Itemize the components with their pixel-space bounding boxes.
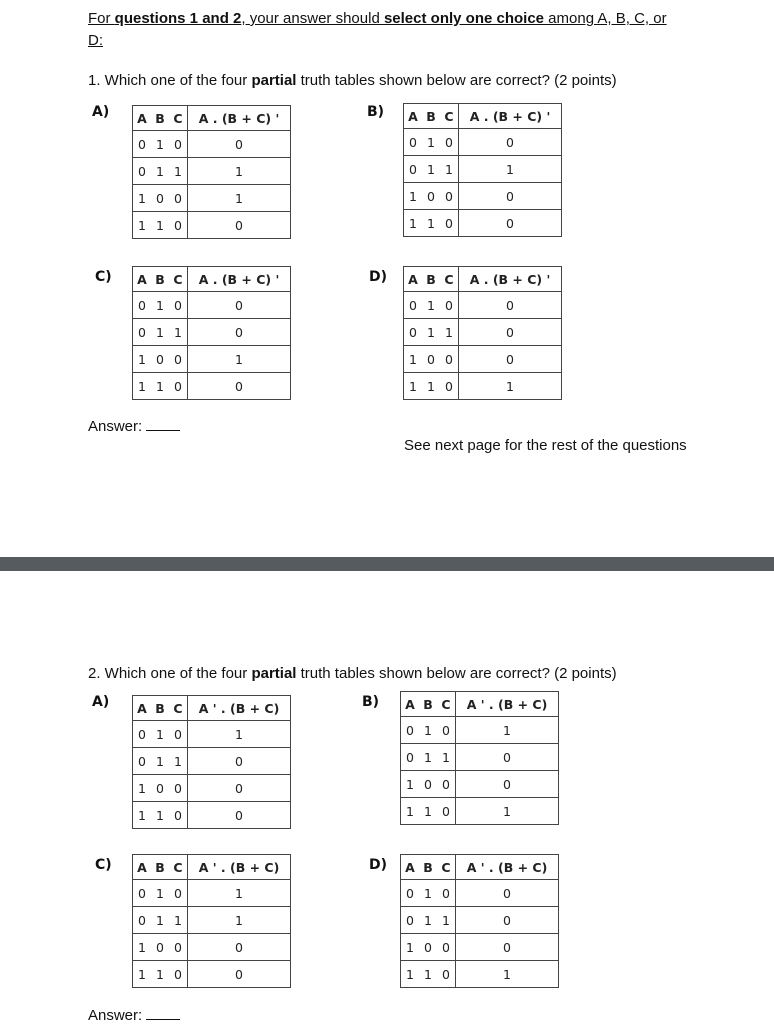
output-cell: 0 [459, 346, 562, 373]
q2-option-b-label: B) [362, 694, 380, 710]
table-row [401, 744, 559, 771]
input-cell: 1 [404, 373, 423, 400]
q1-table-b [403, 103, 562, 237]
header-expression: A . (B + C) ' [459, 267, 562, 292]
input-cell: 0 [133, 721, 152, 748]
header-cell: A [133, 696, 152, 721]
input-cell: 0 [422, 346, 440, 373]
table-row [133, 292, 291, 319]
truth-table [132, 695, 291, 829]
output-cell: 1 [188, 346, 291, 373]
input-cell: 1 [437, 907, 456, 934]
output-cell: 0 [459, 292, 562, 319]
input-cell: 0 [440, 292, 459, 319]
table-row [133, 185, 291, 212]
output-cell: 0 [188, 961, 291, 988]
output-cell: 0 [188, 373, 291, 400]
input-cell: 0 [151, 346, 169, 373]
input-cell: 1 [422, 210, 440, 237]
input-cell: 0 [401, 880, 420, 907]
page-divider [0, 557, 774, 571]
header-cell: C [169, 267, 188, 292]
input-cell: 0 [169, 880, 188, 907]
input-cell: 0 [169, 775, 188, 802]
q1-option-d-label: D) [369, 269, 388, 285]
input-cell: 0 [169, 802, 188, 829]
output-cell: 1 [459, 156, 562, 183]
truth-table [132, 854, 291, 988]
header-expression: A . (B + C) ' [459, 104, 562, 129]
output-cell: 0 [456, 880, 559, 907]
input-cell: 0 [169, 721, 188, 748]
input-cell: 0 [419, 934, 437, 961]
q1-table-a [132, 105, 291, 239]
q1-option-a-label: A) [92, 104, 110, 120]
input-cell: 1 [419, 717, 437, 744]
q2-table-b [400, 691, 559, 825]
q1-table-d [403, 266, 562, 400]
input-cell: 0 [437, 717, 456, 744]
input-cell: 0 [169, 212, 188, 239]
output-cell: 1 [188, 721, 291, 748]
output-cell: 1 [456, 961, 559, 988]
input-cell: 1 [419, 907, 437, 934]
table-header-row [404, 104, 562, 129]
header-expression: A ' . (B + C) [188, 855, 291, 880]
input-cell: 0 [401, 717, 420, 744]
input-cell: 1 [151, 907, 169, 934]
input-cell: 0 [404, 129, 423, 156]
header-cell: A [404, 267, 423, 292]
input-cell: 1 [151, 131, 169, 158]
input-cell: 0 [401, 744, 420, 771]
input-cell: 1 [440, 319, 459, 346]
table-row [401, 798, 559, 825]
input-cell: 0 [422, 183, 440, 210]
output-cell: 1 [188, 158, 291, 185]
table-row [404, 210, 562, 237]
input-cell: 1 [133, 802, 152, 829]
input-cell: 1 [133, 185, 152, 212]
output-cell: 1 [188, 907, 291, 934]
output-cell: 1 [456, 798, 559, 825]
input-cell: 0 [133, 158, 152, 185]
input-cell: 1 [437, 744, 456, 771]
output-cell: 0 [459, 129, 562, 156]
input-cell: 0 [133, 131, 152, 158]
input-cell: 0 [169, 961, 188, 988]
input-cell: 1 [151, 802, 169, 829]
input-cell: 1 [133, 373, 152, 400]
q2-table-d [400, 854, 559, 988]
output-cell: 0 [456, 744, 559, 771]
input-cell: 1 [422, 129, 440, 156]
output-cell: 0 [188, 319, 291, 346]
q2-option-a-label: A) [92, 694, 110, 710]
table-row [133, 131, 291, 158]
output-cell: 1 [459, 373, 562, 400]
table-row [404, 183, 562, 210]
input-cell: 0 [440, 210, 459, 237]
input-cell: 1 [151, 880, 169, 907]
input-cell: 0 [437, 934, 456, 961]
table-row [133, 775, 291, 802]
table-header-row [133, 106, 291, 131]
input-cell: 1 [419, 744, 437, 771]
table-row [401, 934, 559, 961]
table-row [401, 907, 559, 934]
input-cell: 0 [133, 880, 152, 907]
input-cell: 0 [169, 292, 188, 319]
input-cell: 0 [440, 346, 459, 373]
header-cell: B [151, 855, 169, 880]
output-cell: 0 [459, 183, 562, 210]
header-cell: A [401, 692, 420, 717]
output-cell: 1 [188, 185, 291, 212]
input-cell: 1 [151, 319, 169, 346]
input-cell: 1 [419, 798, 437, 825]
header-cell: B [422, 104, 440, 129]
input-cell: 1 [133, 934, 152, 961]
table-header-row [133, 267, 291, 292]
q1-table-c [132, 266, 291, 400]
input-cell: 0 [133, 907, 152, 934]
input-cell: 1 [440, 156, 459, 183]
table-row [133, 346, 291, 373]
input-cell: 0 [437, 880, 456, 907]
table-header-row [401, 855, 559, 880]
header-cell: B [419, 692, 437, 717]
table-row [133, 158, 291, 185]
output-cell: 0 [188, 802, 291, 829]
input-cell: 0 [437, 771, 456, 798]
table-row [133, 748, 291, 775]
input-cell: 1 [422, 156, 440, 183]
input-cell: 0 [169, 131, 188, 158]
output-cell: 1 [456, 717, 559, 744]
table-row [401, 880, 559, 907]
table-row [133, 802, 291, 829]
table-row [133, 721, 291, 748]
input-cell: 1 [151, 721, 169, 748]
output-cell: 1 [188, 880, 291, 907]
header-cell: C [437, 692, 456, 717]
header-cell: C [440, 267, 459, 292]
question-1-text: 1. Which one of the four partial truth tables shown below are correct? (2 points) [88, 72, 617, 89]
output-cell: 0 [188, 212, 291, 239]
input-cell: 1 [133, 961, 152, 988]
input-cell: 1 [151, 212, 169, 239]
input-cell: 1 [133, 212, 152, 239]
table-row [133, 907, 291, 934]
input-cell: 0 [151, 185, 169, 212]
header-cell: B [151, 106, 169, 131]
table-row [401, 771, 559, 798]
output-cell: 0 [456, 771, 559, 798]
table-row [133, 880, 291, 907]
truth-table [403, 266, 562, 400]
input-cell: 1 [404, 183, 423, 210]
header-cell: A [133, 855, 152, 880]
input-cell: 1 [404, 210, 423, 237]
question-2-text: 2. Which one of the four partial truth tables shown below are correct? (2 points) [88, 665, 617, 682]
header-cell: C [169, 855, 188, 880]
q2-answer-blank[interactable] [146, 1005, 180, 1020]
q1-answer-blank[interactable] [146, 416, 180, 431]
input-cell: 1 [419, 961, 437, 988]
table-row [404, 129, 562, 156]
table-row [133, 961, 291, 988]
table-row [133, 373, 291, 400]
output-cell: 0 [188, 934, 291, 961]
truth-table [132, 266, 291, 400]
input-cell: 1 [151, 748, 169, 775]
table-row [133, 934, 291, 961]
input-cell: 1 [401, 798, 420, 825]
truth-table [403, 103, 562, 237]
header-expression: A ' . (B + C) [456, 855, 559, 880]
input-cell: 1 [151, 292, 169, 319]
next-page-note: See next page for the rest of the questions [404, 437, 687, 454]
q2-table-a [132, 695, 291, 829]
input-cell: 1 [169, 158, 188, 185]
q2-table-c [132, 854, 291, 988]
table-row [401, 961, 559, 988]
input-cell: 1 [422, 319, 440, 346]
input-cell: 1 [151, 158, 169, 185]
q1-option-b-label: B) [367, 104, 385, 120]
header-cell: A [133, 267, 152, 292]
q2-option-c-label: C) [95, 857, 112, 873]
input-cell: 1 [401, 771, 420, 798]
input-cell: 0 [440, 373, 459, 400]
input-cell: 1 [169, 319, 188, 346]
output-cell: 0 [456, 934, 559, 961]
input-cell: 0 [404, 292, 423, 319]
table-header-row [133, 696, 291, 721]
output-cell: 0 [188, 748, 291, 775]
header-cell: B [151, 696, 169, 721]
table-row [404, 346, 562, 373]
q2-answer: Answer: [88, 1005, 180, 1025]
input-cell: 1 [133, 775, 152, 802]
output-cell: 0 [188, 292, 291, 319]
input-cell: 0 [169, 934, 188, 961]
header-expression: A . (B + C) ' [188, 106, 291, 131]
q1-answer: Answer: [88, 416, 180, 436]
input-cell: 1 [133, 346, 152, 373]
input-cell: 0 [440, 129, 459, 156]
output-cell: 0 [456, 907, 559, 934]
truth-table [400, 854, 559, 988]
input-cell: 1 [422, 292, 440, 319]
header-expression: A ' . (B + C) [456, 692, 559, 717]
input-cell: 1 [401, 934, 420, 961]
input-cell: 0 [440, 183, 459, 210]
input-cell: 1 [169, 748, 188, 775]
input-cell: 0 [169, 346, 188, 373]
table-row [404, 156, 562, 183]
input-cell: 0 [133, 319, 152, 346]
input-cell: 1 [422, 373, 440, 400]
table-row [404, 373, 562, 400]
header-expression: A . (B + C) ' [188, 267, 291, 292]
table-row [404, 292, 562, 319]
truth-table [400, 691, 559, 825]
input-cell: 0 [169, 373, 188, 400]
instructions-line2: D: [88, 32, 103, 49]
input-cell: 0 [401, 907, 420, 934]
input-cell: 0 [151, 775, 169, 802]
output-cell: 0 [459, 319, 562, 346]
input-cell: 0 [437, 798, 456, 825]
table-header-row [133, 855, 291, 880]
header-cell: B [151, 267, 169, 292]
input-cell: 0 [404, 319, 423, 346]
table-row [133, 319, 291, 346]
input-cell: 0 [133, 292, 152, 319]
truth-table [132, 105, 291, 239]
input-cell: 0 [404, 156, 423, 183]
header-cell: C [169, 106, 188, 131]
table-row [404, 319, 562, 346]
output-cell: 0 [459, 210, 562, 237]
table-header-row [404, 267, 562, 292]
table-row [401, 717, 559, 744]
input-cell: 0 [151, 934, 169, 961]
input-cell: 0 [169, 185, 188, 212]
input-cell: 0 [133, 748, 152, 775]
header-expression: A ' . (B + C) [188, 696, 291, 721]
header-cell: C [169, 696, 188, 721]
table-header-row [401, 692, 559, 717]
output-cell: 0 [188, 775, 291, 802]
input-cell: 1 [151, 373, 169, 400]
q1-option-c-label: C) [95, 269, 112, 285]
input-cell: 0 [437, 961, 456, 988]
header-cell: B [422, 267, 440, 292]
table-row [133, 212, 291, 239]
input-cell: 1 [151, 961, 169, 988]
output-cell: 0 [188, 131, 291, 158]
header-cell: A [401, 855, 420, 880]
input-cell: 1 [401, 961, 420, 988]
q2-option-d-label: D) [369, 857, 388, 873]
input-cell: 0 [419, 771, 437, 798]
header-cell: C [437, 855, 456, 880]
input-cell: 1 [404, 346, 423, 373]
input-cell: 1 [169, 907, 188, 934]
instructions: For questions 1 and 2, your answer should select only one choice among A, B, C, or [88, 10, 667, 27]
input-cell: 1 [419, 880, 437, 907]
header-cell: A [404, 104, 423, 129]
header-cell: B [419, 855, 437, 880]
header-cell: C [440, 104, 459, 129]
header-cell: A [133, 106, 152, 131]
